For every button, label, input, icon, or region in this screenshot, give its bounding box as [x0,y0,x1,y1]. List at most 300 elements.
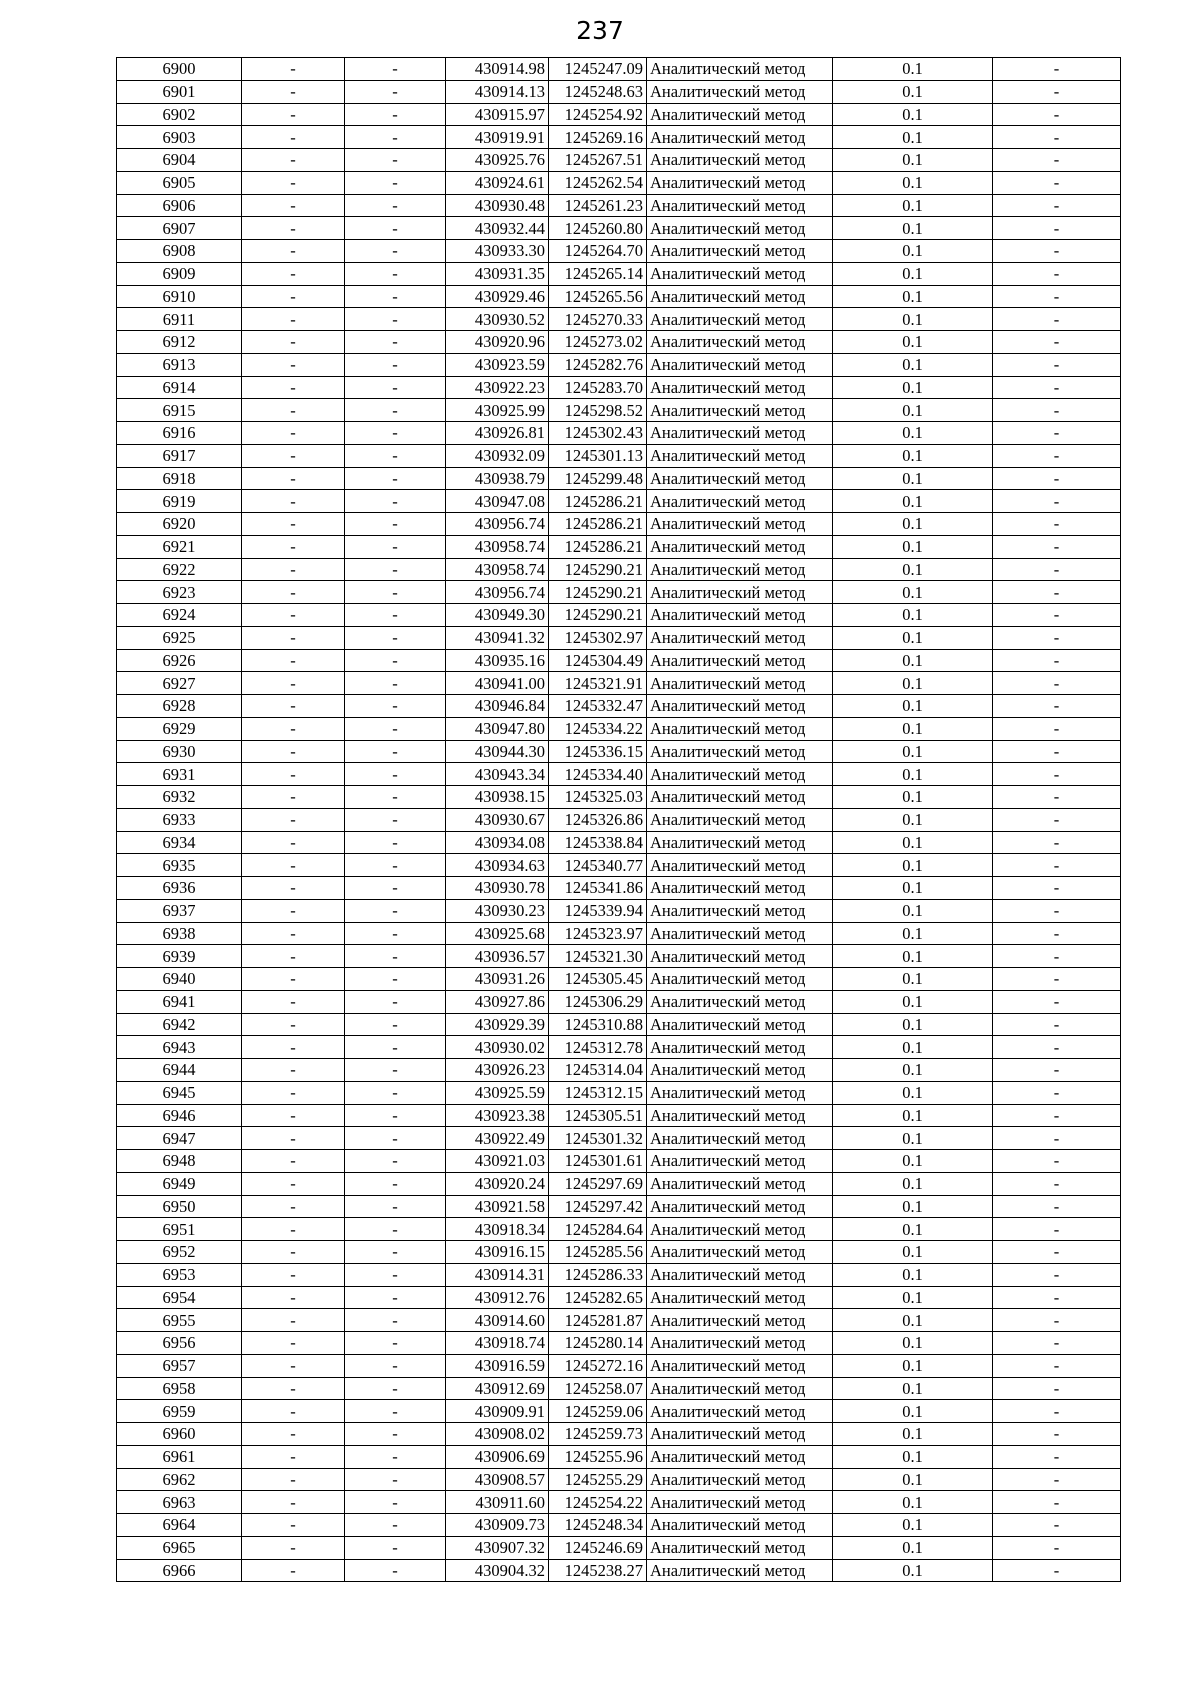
accuracy-cell: 0.1 [833,490,993,513]
dash-cell: - [993,80,1121,103]
method-cell: Аналитический метод [647,194,833,217]
x-coordinate-cell: 430958.74 [446,558,549,581]
accuracy-cell: 0.1 [833,1081,993,1104]
dash-cell: - [242,171,345,194]
dash-cell: - [242,1468,345,1491]
dash-cell: - [242,1150,345,1173]
dash-cell: - [242,990,345,1013]
accuracy-cell: 0.1 [833,672,993,695]
x-coordinate-cell: 430920.96 [446,331,549,354]
dash-cell: - [242,1263,345,1286]
table-row [117,877,1121,900]
method-cell: Аналитический метод [647,490,833,513]
y-coordinate-cell: 1245290.21 [549,558,647,581]
point-number-cell: 6915 [117,399,242,422]
method-cell: Аналитический метод [647,968,833,991]
dash-cell: - [345,558,446,581]
y-coordinate-cell: 1245273.02 [549,331,647,354]
accuracy-cell: 0.1 [833,626,993,649]
x-coordinate-cell: 430922.23 [446,376,549,399]
dash-cell: - [993,1423,1121,1446]
dash-cell: - [993,808,1121,831]
point-number-cell: 6937 [117,899,242,922]
x-coordinate-cell: 430956.74 [446,513,549,536]
x-coordinate-cell: 430938.15 [446,786,549,809]
x-coordinate-cell: 430916.59 [446,1354,549,1377]
x-coordinate-cell: 430944.30 [446,740,549,763]
point-number-cell: 6921 [117,535,242,558]
dash-cell: - [242,1195,345,1218]
point-number-cell: 6943 [117,1036,242,1059]
point-number-cell: 6957 [117,1354,242,1377]
method-cell: Аналитический метод [647,1241,833,1264]
x-coordinate-cell: 430956.74 [446,581,549,604]
dash-cell: - [993,376,1121,399]
accuracy-cell: 0.1 [833,1150,993,1173]
dash-cell: - [345,899,446,922]
accuracy-cell: 0.1 [833,1241,993,1264]
accuracy-cell: 0.1 [833,1468,993,1491]
table-row [117,899,1121,922]
accuracy-cell: 0.1 [833,126,993,149]
accuracy-cell: 0.1 [833,740,993,763]
y-coordinate-cell: 1245290.21 [549,581,647,604]
y-coordinate-cell: 1245254.22 [549,1491,647,1514]
x-coordinate-cell: 430934.08 [446,831,549,854]
x-coordinate-cell: 430912.69 [446,1377,549,1400]
table-row [117,262,1121,285]
x-coordinate-cell: 430925.99 [446,399,549,422]
table-row [117,808,1121,831]
accuracy-cell: 0.1 [833,558,993,581]
dash-cell: - [993,990,1121,1013]
dash-cell: - [345,831,446,854]
point-number-cell: 6927 [117,672,242,695]
dash-cell: - [345,1309,446,1332]
method-cell: Аналитический метод [647,171,833,194]
dash-cell: - [242,103,345,126]
method-cell: Аналитический метод [647,1377,833,1400]
accuracy-cell: 0.1 [833,1013,993,1036]
dash-cell: - [993,285,1121,308]
y-coordinate-cell: 1245334.22 [549,717,647,740]
dash-cell: - [993,1445,1121,1468]
method-cell: Аналитический метод [647,808,833,831]
y-coordinate-cell: 1245302.97 [549,626,647,649]
dash-cell: - [993,103,1121,126]
dash-cell: - [345,217,446,240]
accuracy-cell: 0.1 [833,604,993,627]
accuracy-cell: 0.1 [833,968,993,991]
dash-cell: - [242,1241,345,1264]
dash-cell: - [345,535,446,558]
accuracy-cell: 0.1 [833,1218,993,1241]
y-coordinate-cell: 1245264.70 [549,240,647,263]
point-number-cell: 6948 [117,1150,242,1173]
table-row [117,1354,1121,1377]
y-coordinate-cell: 1245299.48 [549,467,647,490]
dash-cell: - [993,513,1121,536]
dash-cell: - [345,1332,446,1355]
dash-cell: - [242,968,345,991]
accuracy-cell: 0.1 [833,1127,993,1150]
x-coordinate-cell: 430930.67 [446,808,549,831]
dash-cell: - [993,126,1121,149]
accuracy-cell: 0.1 [833,1491,993,1514]
dash-cell: - [242,353,345,376]
dash-cell: - [345,126,446,149]
method-cell: Аналитический метод [647,626,833,649]
dash-cell: - [242,786,345,809]
point-number-cell: 6908 [117,240,242,263]
table-row [117,1377,1121,1400]
dash-cell: - [993,399,1121,422]
dash-cell: - [345,444,446,467]
accuracy-cell: 0.1 [833,444,993,467]
accuracy-cell: 0.1 [833,171,993,194]
accuracy-cell: 0.1 [833,922,993,945]
dash-cell: - [242,626,345,649]
dash-cell: - [345,1423,446,1446]
table-row [117,1559,1121,1582]
dash-cell: - [993,1400,1121,1423]
table-row [117,1286,1121,1309]
point-number-cell: 6905 [117,171,242,194]
dash-cell: - [345,149,446,172]
dash-cell: - [242,604,345,627]
dash-cell: - [345,1445,446,1468]
y-coordinate-cell: 1245341.86 [549,877,647,900]
dash-cell: - [242,308,345,331]
method-cell: Аналитический метод [647,763,833,786]
dash-cell: - [242,217,345,240]
dash-cell: - [242,1104,345,1127]
x-coordinate-cell: 430931.26 [446,968,549,991]
method-cell: Аналитический метод [647,1400,833,1423]
dash-cell: - [993,149,1121,172]
table-row [117,672,1121,695]
y-coordinate-cell: 1245326.86 [549,808,647,831]
dash-cell: - [242,376,345,399]
x-coordinate-cell: 430914.13 [446,80,549,103]
method-cell: Аналитический метод [647,990,833,1013]
accuracy-cell: 0.1 [833,58,993,81]
method-cell: Аналитический метод [647,717,833,740]
y-coordinate-cell: 1245302.43 [549,422,647,445]
y-coordinate-cell: 1245246.69 [549,1536,647,1559]
point-number-cell: 6945 [117,1081,242,1104]
accuracy-cell: 0.1 [833,1286,993,1309]
dash-cell: - [993,444,1121,467]
table-row [117,1195,1121,1218]
y-coordinate-cell: 1245286.21 [549,535,647,558]
dash-cell: - [345,695,446,718]
dash-cell: - [242,1218,345,1241]
dash-cell: - [345,763,446,786]
table-body [117,58,1121,1582]
dash-cell: - [993,877,1121,900]
dash-cell: - [993,968,1121,991]
method-cell: Аналитический метод [647,922,833,945]
point-number-cell: 6904 [117,149,242,172]
dash-cell: - [242,126,345,149]
table-row [117,1445,1121,1468]
dash-cell: - [242,285,345,308]
method-cell: Аналитический метод [647,1309,833,1332]
dash-cell: - [345,1081,446,1104]
dash-cell: - [993,331,1121,354]
point-number-cell: 6960 [117,1423,242,1446]
point-number-cell: 6907 [117,217,242,240]
accuracy-cell: 0.1 [833,717,993,740]
dash-cell: - [345,1104,446,1127]
x-coordinate-cell: 430921.58 [446,1195,549,1218]
y-coordinate-cell: 1245262.54 [549,171,647,194]
accuracy-cell: 0.1 [833,194,993,217]
table-row [117,649,1121,672]
dash-cell: - [242,1423,345,1446]
point-number-cell: 6940 [117,968,242,991]
y-coordinate-cell: 1245265.14 [549,262,647,285]
dash-cell: - [993,422,1121,445]
dash-cell: - [242,331,345,354]
point-number-cell: 6965 [117,1536,242,1559]
dash-cell: - [345,240,446,263]
point-number-cell: 6911 [117,308,242,331]
point-number-cell: 6962 [117,1468,242,1491]
dash-cell: - [242,444,345,467]
accuracy-cell: 0.1 [833,240,993,263]
x-coordinate-cell: 430919.91 [446,126,549,149]
dash-cell: - [345,1286,446,1309]
dash-cell: - [242,717,345,740]
dash-cell: - [345,1013,446,1036]
dash-cell: - [993,1059,1121,1082]
dash-cell: - [345,58,446,81]
dash-cell: - [345,1218,446,1241]
method-cell: Аналитический метод [647,80,833,103]
dash-cell: - [993,581,1121,604]
table-row [117,467,1121,490]
dash-cell: - [242,1081,345,1104]
x-coordinate-cell: 430958.74 [446,535,549,558]
y-coordinate-cell: 1245312.15 [549,1081,647,1104]
point-number-cell: 6901 [117,80,242,103]
accuracy-cell: 0.1 [833,1059,993,1082]
y-coordinate-cell: 1245306.29 [549,990,647,1013]
method-cell: Аналитический метод [647,1354,833,1377]
method-cell: Аналитический метод [647,1013,833,1036]
accuracy-cell: 0.1 [833,1536,993,1559]
method-cell: Аналитический метод [647,240,833,263]
x-coordinate-cell: 430930.23 [446,899,549,922]
method-cell: Аналитический метод [647,899,833,922]
dash-cell: - [345,1514,446,1537]
x-coordinate-cell: 430906.69 [446,1445,549,1468]
dash-cell: - [242,422,345,445]
table-row [117,1468,1121,1491]
x-coordinate-cell: 430929.46 [446,285,549,308]
method-cell: Аналитический метод [647,1286,833,1309]
y-coordinate-cell: 1245269.16 [549,126,647,149]
x-coordinate-cell: 430908.57 [446,1468,549,1491]
x-coordinate-cell: 430908.02 [446,1423,549,1446]
point-number-cell: 6916 [117,422,242,445]
method-cell: Аналитический метод [647,1559,833,1582]
table-row [117,581,1121,604]
x-coordinate-cell: 430925.76 [446,149,549,172]
point-number-cell: 6909 [117,262,242,285]
method-cell: Аналитический метод [647,1263,833,1286]
dash-cell: - [993,899,1121,922]
point-number-cell: 6952 [117,1241,242,1264]
y-coordinate-cell: 1245290.21 [549,604,647,627]
dash-cell: - [993,604,1121,627]
method-cell: Аналитический метод [647,1172,833,1195]
method-cell: Аналитический метод [647,1104,833,1127]
accuracy-cell: 0.1 [833,285,993,308]
method-cell: Аналитический метод [647,1491,833,1514]
table-row [117,945,1121,968]
method-cell: Аналитический метод [647,103,833,126]
table-row [117,740,1121,763]
dash-cell: - [345,672,446,695]
dash-cell: - [993,1332,1121,1355]
y-coordinate-cell: 1245297.42 [549,1195,647,1218]
y-coordinate-cell: 1245272.16 [549,1354,647,1377]
dash-cell: - [993,217,1121,240]
x-coordinate-cell: 430929.39 [446,1013,549,1036]
point-number-cell: 6922 [117,558,242,581]
dash-cell: - [345,990,446,1013]
point-number-cell: 6926 [117,649,242,672]
dash-cell: - [993,1013,1121,1036]
accuracy-cell: 0.1 [833,149,993,172]
x-coordinate-cell: 430936.57 [446,945,549,968]
table-row [117,1514,1121,1537]
dash-cell: - [242,1354,345,1377]
dash-cell: - [242,262,345,285]
x-coordinate-cell: 430947.08 [446,490,549,513]
table-row [117,80,1121,103]
point-number-cell: 6959 [117,1400,242,1423]
x-coordinate-cell: 430926.81 [446,422,549,445]
dash-cell: - [242,808,345,831]
table-row [117,558,1121,581]
y-coordinate-cell: 1245297.69 [549,1172,647,1195]
accuracy-cell: 0.1 [833,786,993,809]
y-coordinate-cell: 1245305.51 [549,1104,647,1127]
point-number-cell: 6964 [117,1514,242,1537]
dash-cell: - [345,581,446,604]
method-cell: Аналитический метод [647,1036,833,1059]
dash-cell: - [242,1127,345,1150]
dash-cell: - [345,399,446,422]
table-row [117,194,1121,217]
y-coordinate-cell: 1245339.94 [549,899,647,922]
table-row [117,285,1121,308]
dash-cell: - [345,626,446,649]
point-number-cell: 6944 [117,1059,242,1082]
dash-cell: - [993,945,1121,968]
y-coordinate-cell: 1245284.64 [549,1218,647,1241]
dash-cell: - [242,1286,345,1309]
y-coordinate-cell: 1245247.09 [549,58,647,81]
x-coordinate-cell: 430927.86 [446,990,549,1013]
dash-cell: - [993,1468,1121,1491]
table-row [117,126,1121,149]
dash-cell: - [242,1059,345,1082]
table-row [117,513,1121,536]
point-number-cell: 6954 [117,1286,242,1309]
method-cell: Аналитический метод [647,422,833,445]
point-number-cell: 6966 [117,1559,242,1582]
y-coordinate-cell: 1245310.88 [549,1013,647,1036]
dash-cell: - [993,1309,1121,1332]
accuracy-cell: 0.1 [833,513,993,536]
dash-cell: - [242,399,345,422]
method-cell: Аналитический метод [647,1195,833,1218]
table-row [117,58,1121,81]
table-row [117,854,1121,877]
accuracy-cell: 0.1 [833,1263,993,1286]
table-row [117,831,1121,854]
method-cell: Аналитический метод [647,945,833,968]
dash-cell: - [345,1559,446,1582]
x-coordinate-cell: 430909.73 [446,1514,549,1537]
accuracy-cell: 0.1 [833,581,993,604]
table-row [117,1332,1121,1355]
method-cell: Аналитический метод [647,149,833,172]
method-cell: Аналитический метод [647,331,833,354]
accuracy-cell: 0.1 [833,467,993,490]
table-row [117,353,1121,376]
dash-cell: - [345,1150,446,1173]
dash-cell: - [993,1081,1121,1104]
point-number-cell: 6946 [117,1104,242,1127]
dash-cell: - [242,1013,345,1036]
accuracy-cell: 0.1 [833,535,993,558]
x-coordinate-cell: 430925.59 [446,1081,549,1104]
accuracy-cell: 0.1 [833,1423,993,1446]
dash-cell: - [242,945,345,968]
dash-cell: - [993,695,1121,718]
accuracy-cell: 0.1 [833,831,993,854]
method-cell: Аналитический метод [647,1081,833,1104]
accuracy-cell: 0.1 [833,808,993,831]
x-coordinate-cell: 430949.30 [446,604,549,627]
dash-cell: - [242,194,345,217]
y-coordinate-cell: 1245323.97 [549,922,647,945]
table-row [117,444,1121,467]
point-number-cell: 6925 [117,626,242,649]
method-cell: Аналитический метод [647,1514,833,1537]
x-coordinate-cell: 430930.52 [446,308,549,331]
y-coordinate-cell: 1245282.65 [549,1286,647,1309]
dash-cell: - [242,1309,345,1332]
table-row [117,1423,1121,1446]
dash-cell: - [993,1172,1121,1195]
point-number-cell: 6942 [117,1013,242,1036]
dash-cell: - [242,1332,345,1355]
accuracy-cell: 0.1 [833,899,993,922]
table-row [117,422,1121,445]
point-number-cell: 6910 [117,285,242,308]
point-number-cell: 6913 [117,353,242,376]
point-number-cell: 6941 [117,990,242,1013]
accuracy-cell: 0.1 [833,103,993,126]
method-cell: Аналитический метод [647,217,833,240]
